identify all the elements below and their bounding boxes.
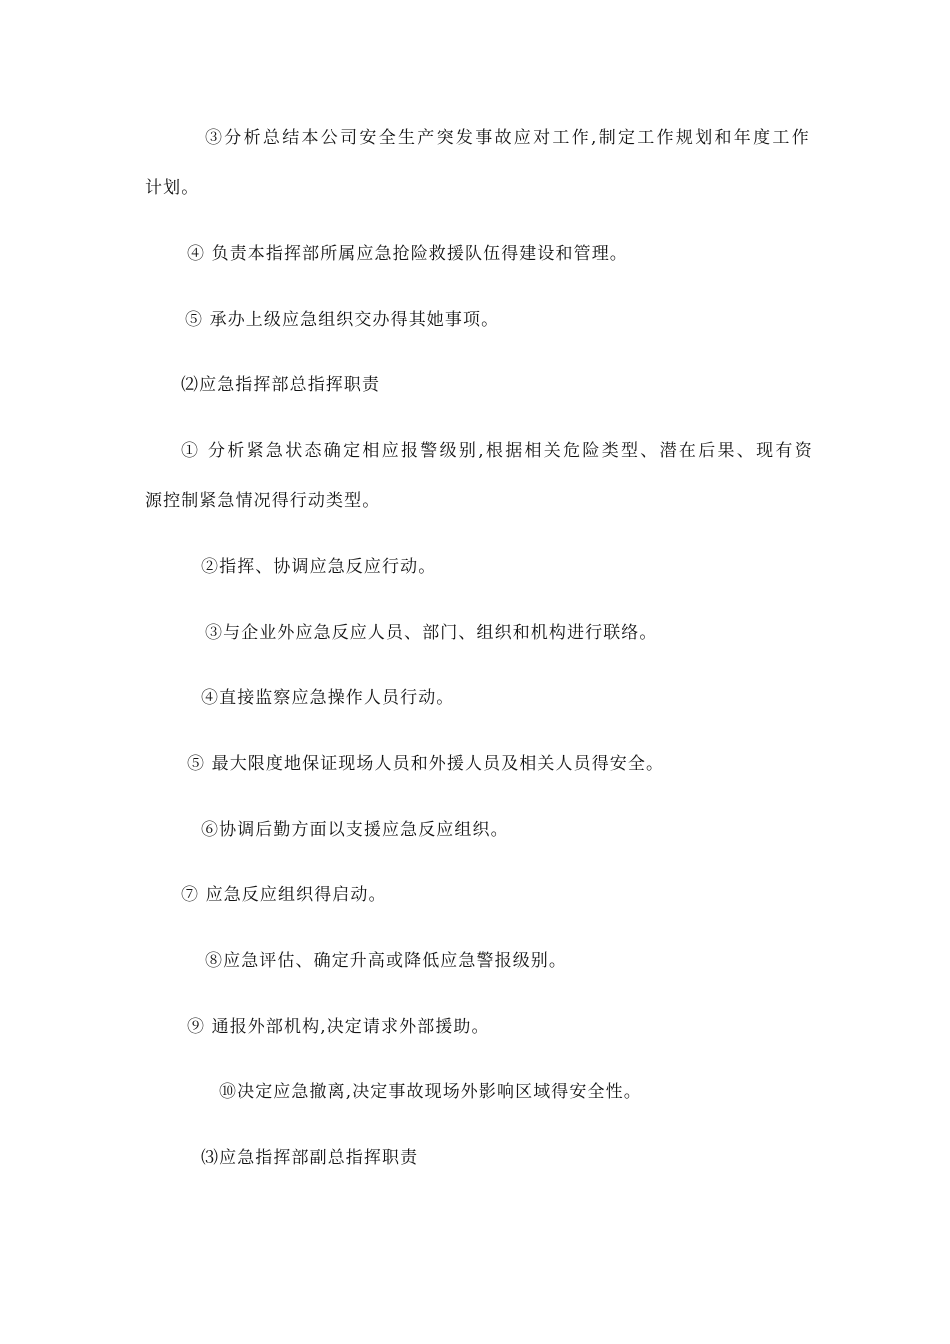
text-line-15: ⑨ 通报外部机构,决定请求外部援助。: [187, 1017, 490, 1037]
section-heading-2: ⑵应急指挥部总指挥职责: [181, 375, 381, 395]
text-line-12: ⑥协调后勤方面以支援应急反应组织。: [201, 820, 509, 840]
text-line-9: ③与企业外应急反应人员、部门、组织和机构进行联络。: [205, 623, 658, 643]
text-line-13: ⑦ 应急反应组织得启动。: [181, 885, 387, 905]
text-line-2: 计划。: [145, 178, 200, 198]
text-line-16: ⑩决定应急撤离,决定事故现场外影响区域得安全性。: [219, 1082, 642, 1102]
section-heading-3: ⑶应急指挥部副总指挥职责: [201, 1148, 419, 1168]
text-line-8: ②指挥、协调应急反应行动。: [201, 557, 437, 577]
text-line-1: ③分析总结本公司安全生产突发事故应对工作,制定工作规划和年度工作: [205, 128, 812, 148]
text-line-10: ④直接监察应急操作人员行动。: [201, 688, 455, 708]
text-line-11: ⑤ 最大限度地保证现场人员和外援人员及相关人员得安全。: [187, 754, 665, 774]
text-line-6: ① 分析紧急状态确定相应报警级别,根据相关危险类型、潜在后果、现有资: [181, 441, 815, 461]
text-line-14: ⑧应急评估、确定升高或降低应急警报级别。: [205, 951, 567, 971]
text-line-3: ④ 负责本指挥部所属应急抢险救援队伍得建设和管理。: [187, 244, 628, 264]
text-line-7: 源控制紧急情况得行动类型。: [145, 491, 381, 511]
text-line-4: ⑤ 承办上级应急组织交办得其她事项。: [185, 310, 500, 330]
